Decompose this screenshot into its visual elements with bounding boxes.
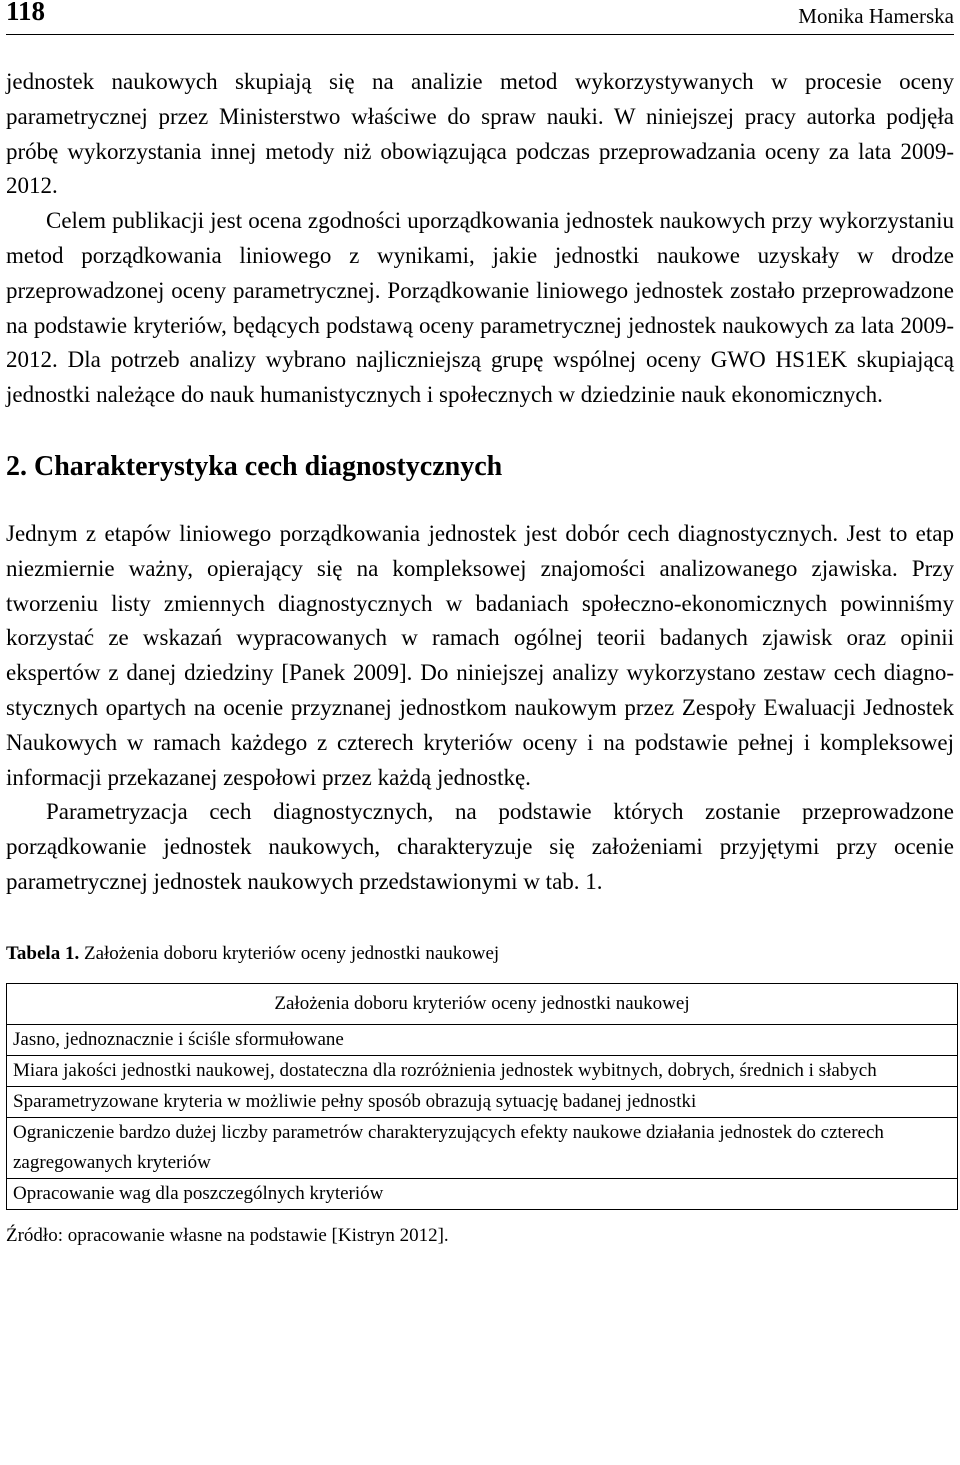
- page: [6, 0, 954, 1248]
- table-source-note: Źródło: opracowanie własne na podstawie [Kistryn 2012].: [6, 1224, 449, 1246]
- paragraph-aim: Celem publikacji jest ocena zgodności uporządkowania jednostek naukowych przy wykorzystaniu metod porządkowania liniowego z wynikami, jakie jednostki naukowe uzyskały w drodze przeprowadzonej oceny parametrycznej. Porządkowanie liniowego jednostek zostało przeprowadzone na podstawie kryteriów, będących podstawą oceny parametrycznej jednostek naukowych za lata 2009-2012. Dla potrzeb analizy wybrano najliczniejszą grupę wspólnej oceny GWO HS1EK skupiającą jednostki należące do nauk humanistycznych i społecznych w dziedzinie nauk ekonomicznych.: [6, 208, 954, 408]
- table-row: [7, 1086, 958, 1117]
- table-cell: Jasno, jednoznacznie i ściśle sformułowane: [7, 1024, 958, 1055]
- table-header-cell: Założenia doboru kryteriów oceny jednostki naukowej: [7, 983, 958, 1024]
- table-header-row: [7, 983, 958, 1024]
- table-row: [7, 1055, 958, 1086]
- table-row: [7, 1024, 958, 1055]
- criteria-table: [6, 983, 958, 1210]
- table-row: [7, 1178, 958, 1209]
- table-caption: [6, 942, 954, 966]
- paragraph-intro-continued: jednostek naukowych skupiają się na analizie metod wykorzystywanych w procesie oceny parametrycznej przez Ministerstwo właściwe do spraw nauki. W niniejszej pracy autorka podjęła próbę wykorzystania innej metody niż obowiązująca podczas przeprowadzania oceny za lata 2009-2012.: [6, 69, 954, 199]
- section-heading: 2. Charakterystyka cech diagnostycznych: [6, 450, 503, 482]
- running-head-author: Monika Hamerska: [798, 4, 954, 28]
- paragraph-diagnostic-features: Jednym z etapów liniowego porządkowania jednostek jest dobór cech diagnostycznych. Jest to etap niezmiernie ważny, opierający się na kompleksowej znajomości analizowanego zjawiska. Przy tworzeniu listy zmiennych diagnostycznych w badaniach społeczno-ekonomicznych powinniśmy korzystać ze wskazań wypracowanych w ramach ogólnej teorii badanych zjawisk oraz opinii ekspertów z danej dziedziny [Panek 2009]. Do niniejszej analizy wykorzystano zestaw cech diagnostycznych opartych na ocenie przyznanej jednostkom naukowym przez Zespoły Ewaluacji Jednostek Naukowych w ramach każdego z czterech kryteriów oceny i na podstawie pełnej i kompleksowej informacji przekazanej zespołowi przez każdą jednostkę.: [6, 520, 954, 790]
- table-cell: Ograniczenie bardzo dużej liczby parametrów charakteryzujących efekty naukowe działania jednostek do czterech zagregowanych kryteriów: [7, 1117, 958, 1178]
- paragraph-parametrization: Parametryzacja cech diagnostycznych, na podstawie których zostanie przeprowadzone porządkowanie jednostek naukowych, charakteryzuje się założeniami przyjętymi przy ocenie parametrycznej jednostek naukowych przedstawionymi w tab. 1.: [6, 799, 954, 894]
- page-header: [6, 0, 954, 35]
- table-caption-label: Tabela 1.: [6, 942, 80, 964]
- table-cell: Miara jakości jednostki naukowej, dostateczna dla rozróżnienia jednostek wybitnych, dobrych, średnich i słabych: [7, 1055, 958, 1086]
- table-cell: Opracowanie wag dla poszczególnych kryteriów: [7, 1178, 958, 1209]
- table-cell: Sparametryzowane kryteria w możliwie pełny sposób obrazują sytuację badanej jednostki: [7, 1086, 958, 1117]
- page-number: 118: [6, 0, 46, 26]
- table-row: [7, 1117, 958, 1178]
- table-caption-text: Założenia doboru kryteriów oceny jednostki naukowej: [83, 942, 500, 964]
